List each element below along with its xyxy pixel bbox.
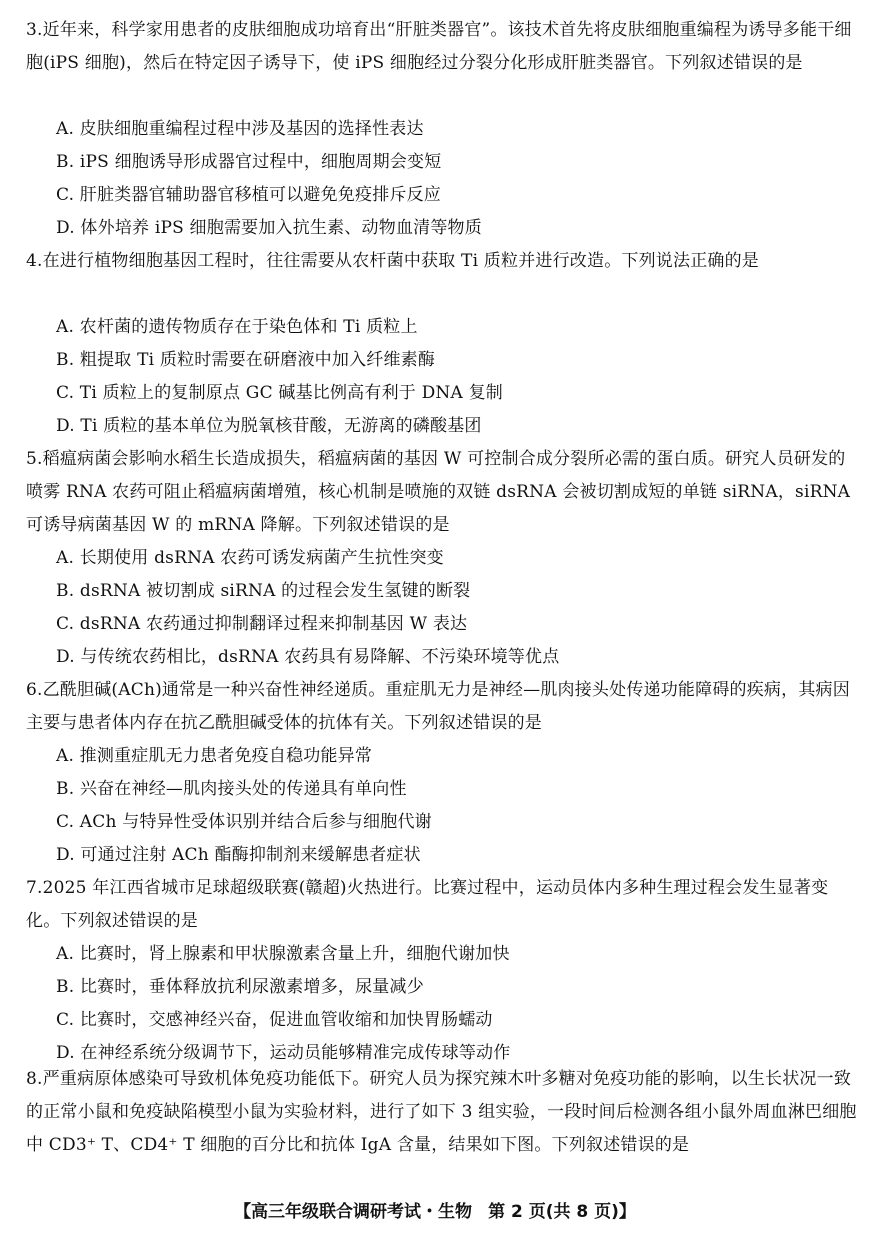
question-6-text: 乙酰胆碱(ACh)通常是一种兴奋性神经递质。重症肌无力是神经—肌肉接头处传递功能障碍的疾病，其病因主要与患者体内存在抗乙酰胆碱受体的抗体有关。下列叙述错误的是 (26, 680, 850, 733)
footer-page-number: 第 2 页(共 8 页)】 (488, 1202, 636, 1222)
question-6-option-c: C. ACh 与特异性受体识别并结合后参与细胞代谢 (56, 812, 432, 832)
question-7-option-c: C. 比赛时，交感神经兴奋，促进血管收缩和加快胃肠蠕动 (56, 1010, 493, 1030)
question-7-stem (26, 872, 858, 938)
question-6-stem (26, 674, 858, 740)
page-footer (0, 1197, 870, 1227)
question-4-option-c: C. Ti 质粒上的复制原点 GC 碱基比例高有利于 DNA 复制 (56, 383, 503, 403)
question-7-text: 2025 年江西省城市足球超级联赛(赣超)火热进行。比赛过程中，运动员体内多种生理过程会发生显著变化。下列叙述错误的是 (26, 878, 829, 931)
question-7-option-d: D. 在神经系统分级调节下，运动员能够精准完成传球等动作 (56, 1043, 511, 1063)
question-5-option-c: C. dsRNA 农药通过抑制翻译过程来抑制基因 W 表达 (56, 614, 468, 634)
question-8-stem (26, 1063, 858, 1162)
question-8-number: 8. (26, 1069, 43, 1089)
question-3-number: 3. (26, 20, 43, 40)
question-5-option-b: B. dsRNA 被切割成 siRNA 的过程会发生氢键的断裂 (56, 581, 471, 601)
question-3-option-b: B. iPS 细胞诱导形成器官过程中，细胞周期会变短 (56, 152, 442, 172)
question-4-option-b: B. 粗提取 Ti 质粒时需要在研磨液中加入纤维素酶 (56, 350, 436, 370)
question-3-option-c: C. 肝脏类器官辅助器官移植可以避免免疫排斥反应 (56, 185, 442, 205)
question-7-option-b: B. 比赛时，垂体释放抗利尿激素增多，尿量减少 (56, 977, 424, 997)
question-3-option-a: A. 皮肤细胞重编程过程中涉及基因的选择性表达 (56, 119, 424, 139)
question-7-option-a: A. 比赛时，肾上腺素和甲状腺激素含量上升，细胞代谢加快 (56, 944, 510, 964)
question-7-number: 7. (26, 878, 43, 898)
question-5-stem (26, 443, 858, 542)
question-6-option-a: A. 推测重症肌无力患者免疫自稳功能异常 (56, 746, 373, 766)
question-5-text: 稻瘟病菌会影响水稻生长造成损失，稻瘟病菌的基因 W 可控制合成分裂所必需的蛋白质。研究人员研发的喷雾 RNA 农药可阻止稻瘟病菌增殖，核心机制是喷施的双链 dsRNA 会被切割成短的单链 siRNA，siRNA 可诱导病菌基因 W 的 mRNA 降解。下列叙述错误的是 (26, 449, 851, 535)
question-5-number: 5. (26, 449, 43, 469)
question-4-option-d: D. Ti 质粒的基本单位为脱氧核苷酸，无游离的磷酸基团 (56, 416, 482, 436)
question-4-option-a: A. 农杆菌的遗传物质存在于染色体和 Ti 质粒上 (56, 317, 418, 337)
question-8-text: 严重病原体感染可导致机体免疫功能低下。研究人员为探究辣木叶多糖对免疫功能的影响，以生长状况一致的正常小鼠和免疫缺陷模型小鼠为实验材料，进行了如下 3 组实验，一段时间后检测各组小鼠外周血淋巴细胞中 CD3⁺ T、CD4⁺ T 细胞的百分比和抗体 IgA 含量，结果如下图。下列叙述错误的是 (26, 1069, 857, 1155)
question-6-option-d: D. 可通过注射 ACh 酯酶抑制剂来缓解患者症状 (56, 845, 421, 865)
question-4-number: 4. (26, 251, 43, 271)
question-3-option-d: D. 体外培养 iPS 细胞需要加入抗生素、动物血清等物质 (56, 218, 482, 238)
question-6-number: 6. (26, 680, 43, 700)
footer-exam-title: 【高三年级联合调研考试・生物 (234, 1202, 473, 1222)
question-6-option-b: B. 兴奋在神经—肌肉接头处的传递具有单向性 (56, 779, 407, 799)
question-5-option-a: A. 长期使用 dsRNA 农药可诱发病菌产生抗性突变 (56, 548, 444, 568)
question-5-option-d: D. 与传统农药相比，dsRNA 农药具有易降解、不污染环境等优点 (56, 647, 560, 667)
question-3-text: 近年来，科学家用患者的皮肤细胞成功培育出“肝脏类器官”。该技术首先将皮肤细胞重编程为诱导多能干细胞(iPS 细胞)，然后在特定因子诱导下，使 iPS 细胞经过分裂分化形成肝脏类器官。下列叙述错误的是 (26, 20, 852, 73)
question-4-text: 在进行植物细胞基因工程时，往往需要从农杆菌中获取 Ti 质粒并进行改造。下列说法正确的是 (42, 251, 760, 271)
question-3-stem (26, 14, 858, 80)
question-4-stem (26, 245, 858, 278)
